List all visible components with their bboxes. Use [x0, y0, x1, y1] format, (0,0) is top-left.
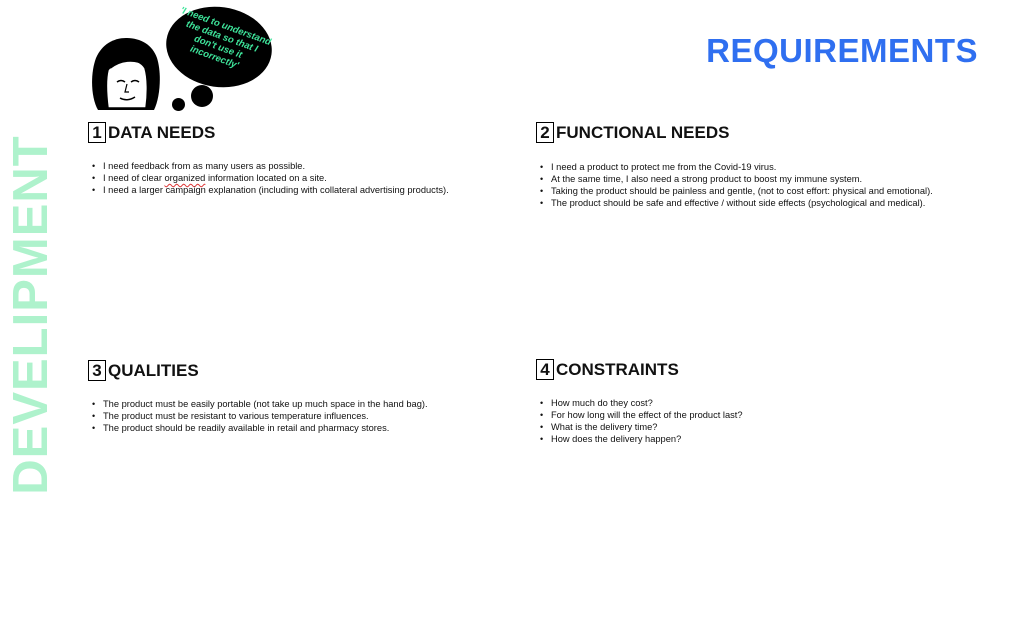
section-title: DATA NEEDS	[108, 123, 216, 142]
list-item: • I need feedback from as many users as possible.	[92, 160, 538, 172]
section-number: 2	[536, 122, 554, 143]
bullet-list	[540, 161, 986, 209]
page-title: REQUIREMENTS	[706, 32, 978, 69]
section-functional-needs	[536, 122, 986, 209]
section-title: FUNCTIONAL NEEDS	[556, 123, 730, 142]
section-qualities	[88, 360, 538, 434]
thought-dot-small	[172, 98, 185, 111]
list-item: • I need of clear organized information located on a site.	[92, 172, 538, 184]
list-item: • At the same time, I also need a strong product to boost my immune system.	[540, 173, 986, 185]
list-item: • I need a larger campaign explanation (including with collateral advertising products).	[92, 184, 538, 196]
persona-avatar-icon	[90, 38, 162, 112]
thought-dot-large	[191, 85, 213, 107]
list-item: • How much do they cost?	[540, 397, 986, 409]
section-number: 1	[88, 122, 106, 143]
spellcheck-underlined-word: organized	[164, 173, 206, 183]
thought-bubble-text: 'I need to understand the data so that I don't use it incorrectly'	[178, 4, 273, 72]
list-item: • The product must be resistant to various temperature influences.	[92, 410, 538, 422]
section-constraints	[536, 359, 986, 445]
bullet-list	[92, 160, 538, 196]
bullet-list	[92, 398, 538, 434]
side-label: DEVELIPMENT	[4, 135, 58, 495]
section-data-needs	[88, 122, 538, 196]
list-item: • The product must be easily portable (not take up much space in the hand bag).	[92, 398, 538, 410]
section-title: CONSTRAINTS	[556, 360, 679, 379]
section-number: 4	[536, 359, 554, 380]
bullet-list	[540, 397, 986, 445]
list-item: • Taking the product should be painless and gentle, (not to cost effort: physical and emotional).	[540, 185, 986, 197]
list-item: • What is the delivery time?	[540, 421, 986, 433]
list-item: • For how long will the effect of the product last?	[540, 409, 986, 421]
list-item: • I need a product to protect me from the Covid-19 virus.	[540, 161, 986, 173]
list-item: • The product should be readily available in retail and pharmacy stores.	[92, 422, 538, 434]
section-number: 3	[88, 360, 106, 381]
list-item: • How does the delivery happen?	[540, 433, 986, 445]
list-item: • The product should be safe and effective / without side effects (psychological and medical).	[540, 197, 986, 209]
section-title: QUALITIES	[108, 361, 199, 380]
